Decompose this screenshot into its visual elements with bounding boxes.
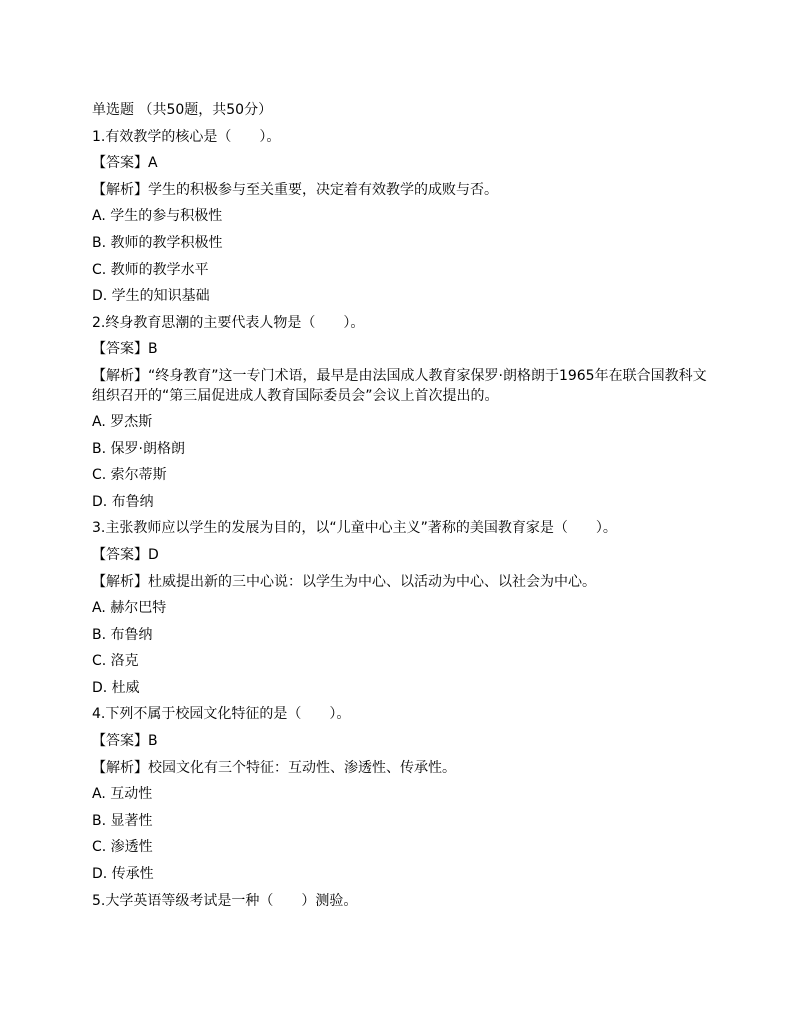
option-c: C. 教师的教学水平 xyxy=(92,261,209,278)
option-b: B. 布鲁纳 xyxy=(92,626,153,643)
question-stem: 1.有效教学的核心是（ ）。 xyxy=(92,128,281,145)
question-stem: 4.下列不属于校园文化特征的是（ ）。 xyxy=(92,706,351,723)
section-header: 单选题 （共50题，共50分） xyxy=(92,102,273,118)
question-analysis: 【解析】学生的积极参与至关重要，决定着有效教学的成败与否。 xyxy=(92,181,498,198)
option-a: A. 互动性 xyxy=(92,786,153,803)
question-analysis: 【解析】“终身教育”这一专门术语，最早是由法国成人教育家保罗·朗格朗于1965年在联合国教科文组织召开的“第三届促进成人教育国际委员会”会议上首次提出的。 xyxy=(92,367,707,404)
option-b: B. 显著性 xyxy=(92,812,153,829)
question-2 xyxy=(92,310,714,516)
question-3 xyxy=(92,515,714,701)
question-answer: 【答案】B xyxy=(92,733,158,750)
question-4 xyxy=(92,701,714,887)
option-a: A. 罗杰斯 xyxy=(92,413,153,430)
question-analysis: 【解析】校园文化有三个特征：互动性、渗透性、传承性。 xyxy=(92,759,456,776)
option-c: C. 索尔蒂斯 xyxy=(92,467,167,484)
question-analysis: 【解析】杜威提出新的三中心说：以学生为中心、以活动为中心、以社会为中心。 xyxy=(92,573,596,590)
question-stem: 5.大学英语等级考试是一种（ ）测验。 xyxy=(92,892,358,909)
question-answer: 【答案】A xyxy=(92,155,158,172)
option-d: D. 布鲁纳 xyxy=(92,493,154,510)
option-b: B. 保罗·朗格朗 xyxy=(92,440,185,457)
option-c: C. 渗透性 xyxy=(92,839,153,856)
option-a: A. 学生的参与积极性 xyxy=(92,208,223,225)
question-1 xyxy=(92,124,714,310)
question-stem: 2.终身教育思潮的主要代表人物是（ ）。 xyxy=(92,314,365,331)
option-d: D. 传承性 xyxy=(92,866,154,883)
question-answer: 【答案】D xyxy=(92,546,159,563)
option-c: C. 洛克 xyxy=(92,653,139,670)
question-5 xyxy=(92,888,714,915)
question-stem: 3.主张教师应以学生的发展为目的，以“儿童中心主义”著称的美国教育家是（ ）。 xyxy=(92,520,617,537)
option-a: A. 赫尔巴特 xyxy=(92,600,167,617)
option-d: D. 学生的知识基础 xyxy=(92,288,210,305)
question-answer: 【答案】B xyxy=(92,341,158,358)
option-b: B. 教师的教学积极性 xyxy=(92,234,223,251)
option-d: D. 杜威 xyxy=(92,679,140,696)
